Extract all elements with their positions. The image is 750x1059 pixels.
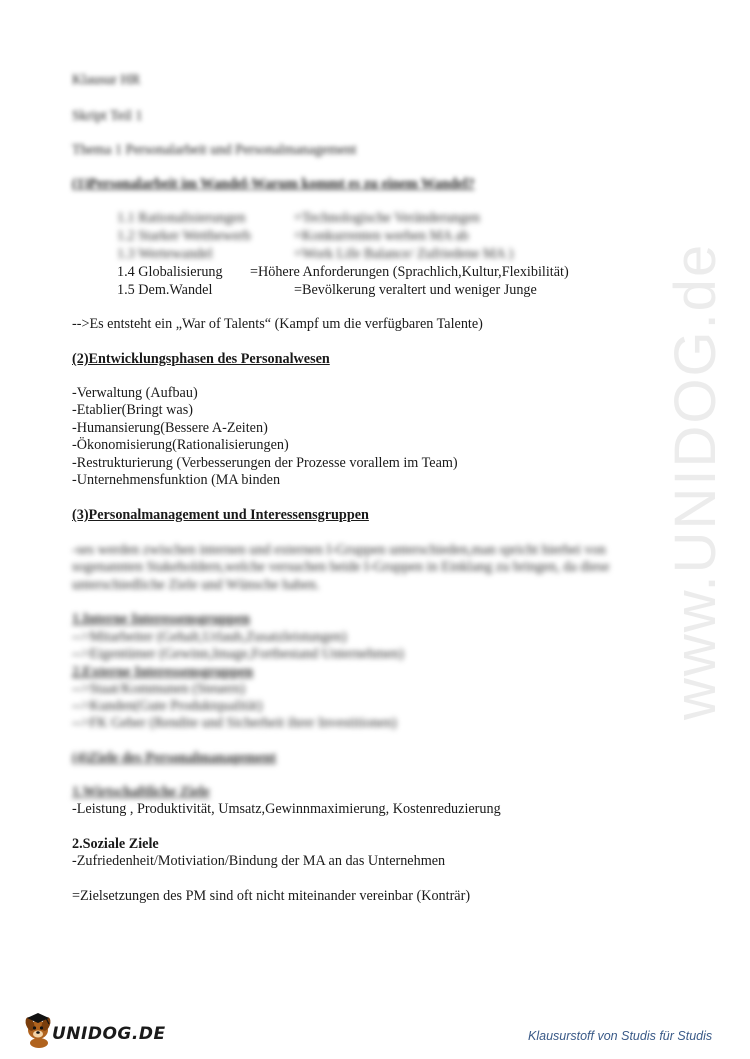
- section1-item-left: 1.3 Wertewandel: [117, 246, 213, 262]
- doc-title: Klausur HR: [72, 72, 141, 88]
- section1-item-right: =Höhere Anforderungen (Sprachlich,Kultur,Flexibilität): [250, 264, 569, 280]
- list-item: -Humansierung(Bessere A-Zeiten): [72, 420, 268, 436]
- list-item: -Unternehmensfunktion (MA binden: [72, 472, 281, 488]
- section3-group-heading: 1.Interne Interessensgruppen: [72, 611, 250, 627]
- section1-item-left: 1.2 Starker Wettbewerb: [117, 228, 251, 244]
- section1-item-right: =Bevölkerung veraltert und weniger Junge: [294, 282, 537, 298]
- section3-group-item: -->Kunden(Gute Produktqualität): [72, 698, 263, 714]
- list-item: -Restrukturierung (Verbesserungen der Prozesse vorallem im Team): [72, 455, 458, 471]
- list-item: -Etablier(Bringt was): [72, 402, 193, 418]
- section2-heading: (2)Entwicklungsphasen des Personalwesen: [72, 351, 330, 367]
- section1-item-right: =Konkurrenten werben MA ab: [294, 228, 469, 244]
- section1-item-right: =Work Life Balance/ Zufriedene MA ): [294, 246, 514, 262]
- section4-sub1-heading: 1.Wirtschaftliche Ziele: [72, 784, 210, 800]
- doc-topic: Thema 1 Personalarbeit und Personalmanagement: [72, 142, 357, 158]
- section4-sub2-heading: 2.Soziale Ziele: [72, 836, 159, 852]
- section3-paragraph-line: unterschiedliche Ziele und Wünsche haben.: [72, 577, 320, 593]
- section4-sub2-text: -Zufriedenheit/Motiviation/Bindung der MA an das Unternehmen: [72, 853, 446, 869]
- section3-group-heading: 2.Externe Interessensgruppen: [72, 664, 254, 680]
- section4-sub1-text: -Leistung , Produktivität, Umsatz,Gewinnmaximierung, Kostenreduzierung: [72, 801, 501, 817]
- unidog-logo[interactable]: [22, 1010, 166, 1050]
- section1-item-left: 1.5 Dem.Wandel: [117, 282, 213, 298]
- logo-text: UNIDOG.DE: [52, 1024, 166, 1044]
- section1-item-left: 1.1 Rationalisierungen: [117, 210, 246, 226]
- section4-heading: (4)Ziele des Personalmanagement: [72, 750, 277, 766]
- list-item: -Ökonomisierung(Rationalisierungen): [72, 437, 289, 453]
- section1-conclusion: -->Es entsteht ein „War of Talents“ (Kampf um die verfügbaren Talente): [72, 316, 483, 332]
- section3-paragraph-line: sogenannten Stakeholdern,welche versuchen beide I-Gruppen in Einklang zu bringen, da diese: [72, 559, 610, 575]
- section3-group-item: -->FK Geber (Rendite und Sicherheit ihrer Investitionen): [72, 715, 397, 731]
- section3-group-item: -->Mitarbeiter (Gehalt,Urlaub,Zusatzleistungen): [72, 629, 347, 645]
- section3-paragraph-line: -ses werden zwischen internen und externen I-Gruppen unterschieden,man spricht hierbei von: [72, 542, 606, 558]
- footer-tagline: Klausurstoff von Studis für Studis: [528, 1029, 713, 1043]
- section3-group-item: -->Eigentümer (Gewinn,Image,Fortbestand Unternehmen): [72, 646, 404, 662]
- watermark: www.UNIDOG.de: [663, 242, 728, 720]
- section1-heading: (1)Personalarbeit im Wandel-Warum kommt es zu einem Wandel?: [72, 176, 475, 192]
- section4-conclusion: =Zielsetzungen des PM sind oft nicht miteinander vereinbar (Konträr): [72, 888, 471, 904]
- doc-subtitle: Skript Teil 1: [72, 108, 143, 124]
- section1-item-right: =Technologische Veränderungen: [294, 210, 480, 226]
- section3-heading: (3)Personalmanagement und Interessensgruppen: [72, 507, 369, 523]
- list-item: -Verwaltung (Aufbau): [72, 385, 198, 401]
- section3-group-item: -->Staat/Kommunen (Steuern): [72, 681, 246, 697]
- section1-item-left: 1.4 Globalisierung: [117, 264, 223, 280]
